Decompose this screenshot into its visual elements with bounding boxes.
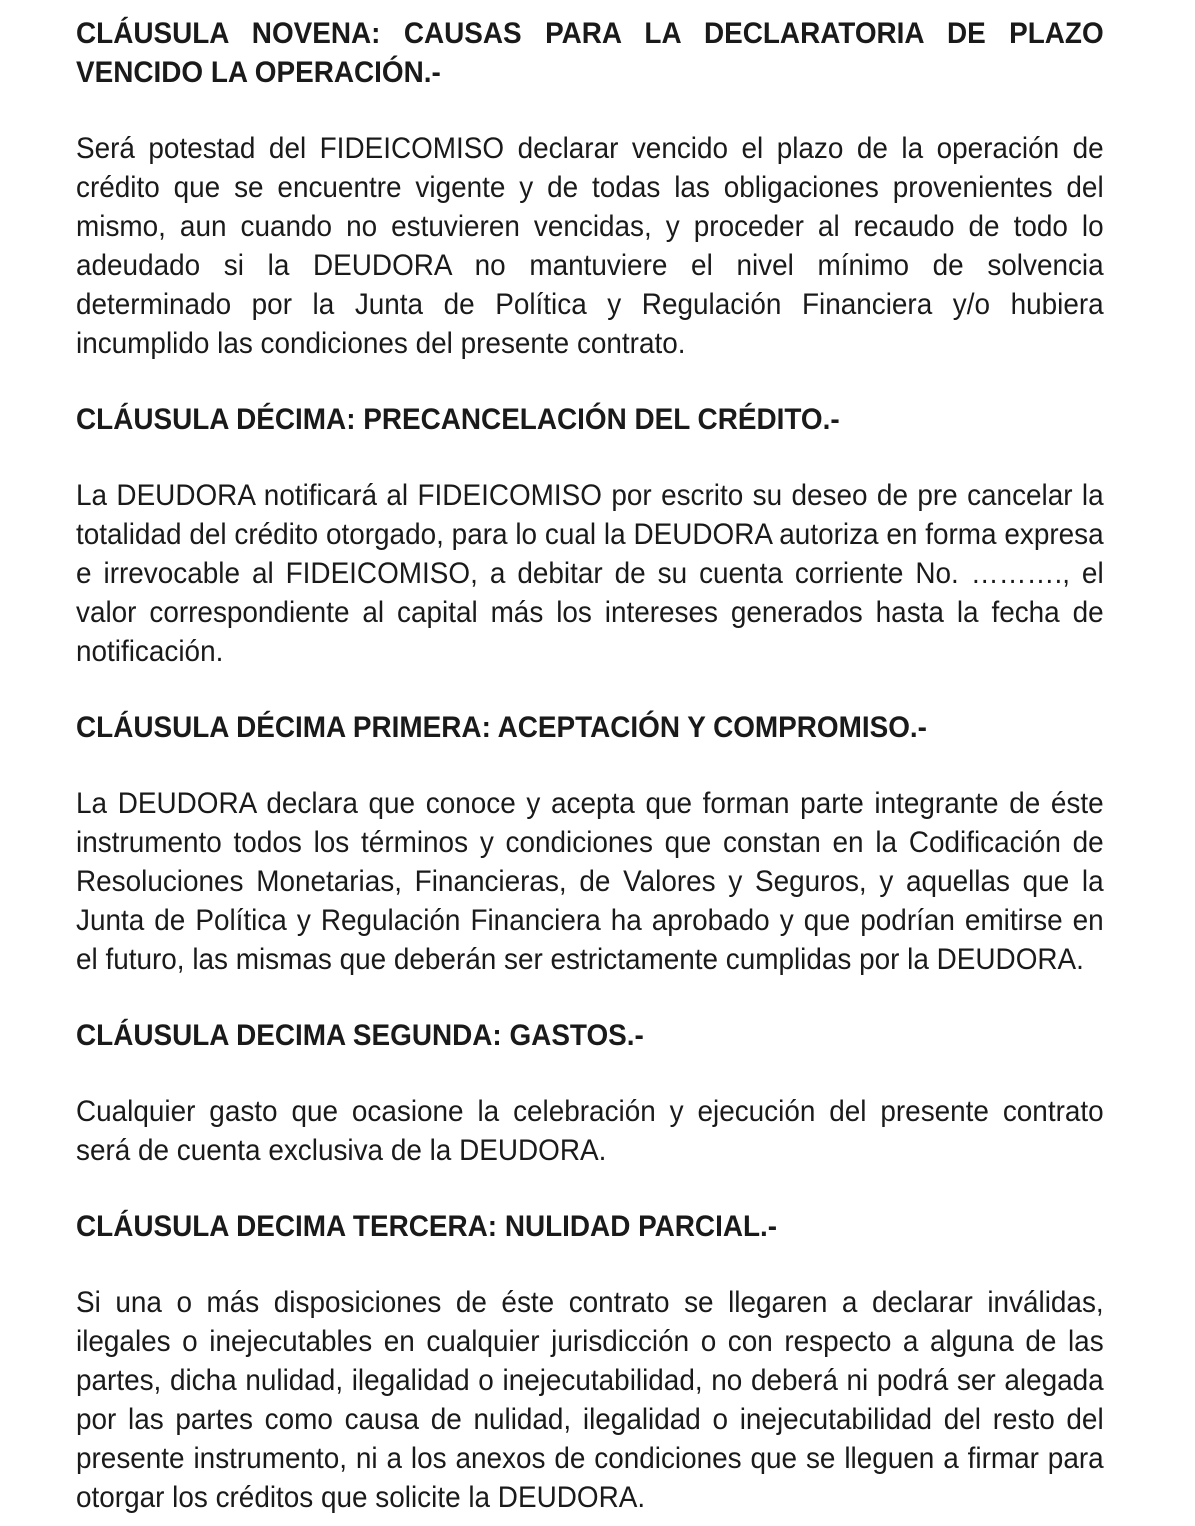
clause-title: CLÁUSULA DÉCIMA: PRECANCELACIÓN DEL CRÉDITO.- <box>76 403 840 436</box>
clause-decima-tercera <box>76 1207 1104 1517</box>
clause-body: Cualquier gasto que ocasione la celebración y ejecución del presente contrato será de cuenta exclusiva de la DEUDORA. <box>76 1095 1104 1167</box>
document-page <box>76 14 1104 1517</box>
clause-title: CLÁUSULA NOVENA: CAUSAS PARA LA DECLARATORIA DE PLAZO VENCIDO LA OPERACIÓN.- <box>76 17 1104 89</box>
clause-body: La DEUDORA declara que conoce y acepta que forman parte integrante de éste instrumento todos los términos y condiciones que constan en la Codificación de Resoluciones Monetarias, Financieras, de Valores y Seguros, y aquellas que la Junta de Política y Regulación Financiera ha aprobado y que podrían emitirse en el futuro, las mismas que deberán ser estrictamente cumplidas por la DEUDORA. <box>76 787 1104 976</box>
clause-title: CLÁUSULA DECIMA SEGUNDA: GASTOS.- <box>76 1019 644 1052</box>
clause-body: La DEUDORA notificará al FIDEICOMISO por escrito su deseo de pre cancelar la totalidad del crédito otorgado, para lo cual la DEUDORA autoriza en forma expresa e irrevocable al FIDEICOMISO, a debitar de su cuenta corriente No. ………., el valor correspondiente al capital más los intereses generados hasta la fecha de notificación. <box>76 479 1104 668</box>
clause-decima-segunda <box>76 1016 1104 1207</box>
clause-novena <box>76 14 1104 400</box>
clause-title: CLÁUSULA DECIMA TERCERA: NULIDAD PARCIAL.- <box>76 1210 778 1243</box>
clause-decima <box>76 400 1104 708</box>
clause-body: Si una o más disposiciones de éste contrato se llegaren a declarar inválidas, ilegales o inejecutables en cualquier jurisdicción o con respecto a alguna de las partes, dicha nulidad, ilegalidad o inejecutabilidad, no deberá ni podrá ser alegada por las partes como causa de nulidad, ilegalidad o inejecutabilidad del resto del presente instrumento, ni a los anexos de condiciones que se lleguen a firmar para otorgar los créditos que solicite la DEUDORA. <box>76 1286 1104 1514</box>
clause-title: CLÁUSULA DÉCIMA PRIMERA: ACEPTACIÓN Y COMPROMISO.- <box>76 711 927 744</box>
clause-decima-primera <box>76 708 1104 1016</box>
clause-body: Será potestad del FIDEICOMISO declarar vencido el plazo de la operación de crédito que se encuentre vigente y de todas las obligaciones provenientes del mismo, aun cuando no estuvieren vencidas, y proceder al recaudo de todo lo adeudado si la DEUDORA no mantuviere el nivel mínimo de solvencia determinado por la Junta de Política y Regulación Financiera y/o hubiera incumplido las condiciones del presente contrato. <box>76 132 1104 360</box>
